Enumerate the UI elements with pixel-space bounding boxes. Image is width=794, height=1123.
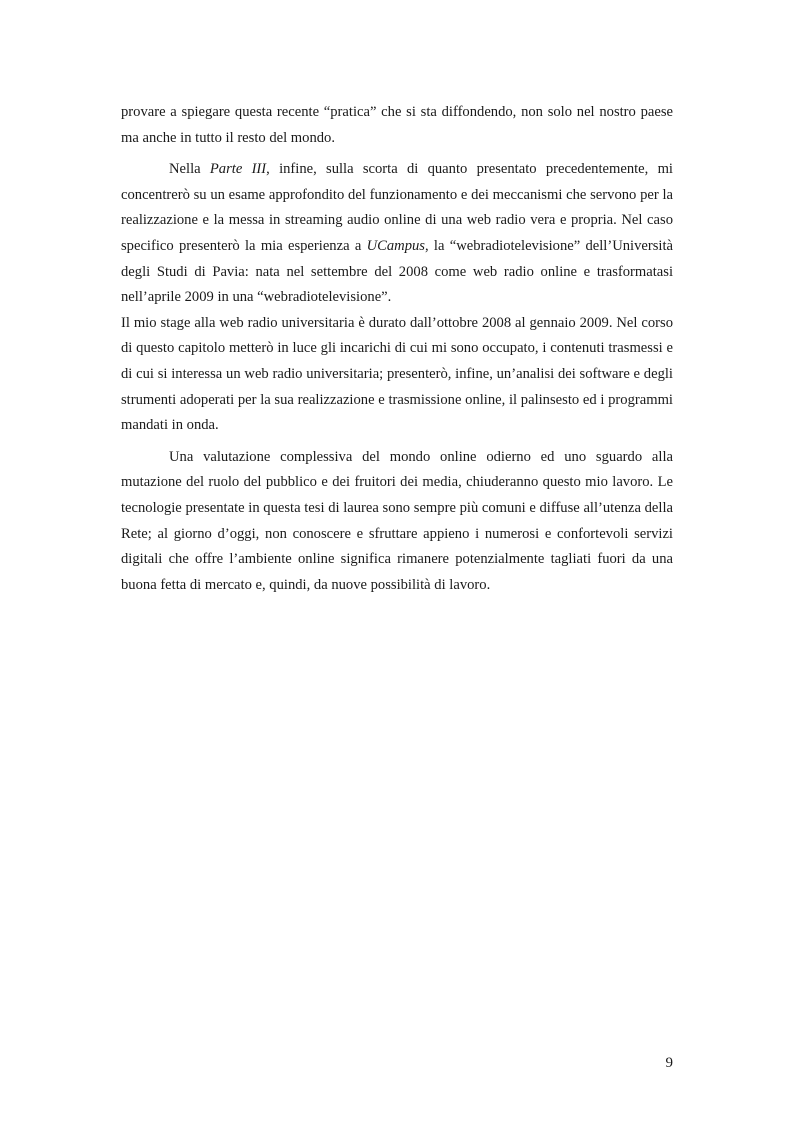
paragraph-stage: Il mio stage alla web radio universitaria è durato dall’ottobre 2008 al gennaio 2009. Nel corso di questo capitolo metterò in luce gli incarichi di cui mi sono occupato, i contenuti trasmessi e di cui si interessa un web radio universitaria; presenterò, infine, un’analisi dei software e degli strumenti adoperati per la sua realizzazione e trasmissione online, il palinsesto ed i programmi mandati in onda. (121, 314, 673, 434)
paragraph-conclusion: Una valutazione complessiva del mondo online odierno ed uno sguardo alla mutazione del ruolo del pubblico e dei fruitori dei media, chiuderanno questo mio lavoro. Le tecnologie presentate in questa tesi di laurea sono sempre più comuni e diffuse all’utenza della Rete; al giorno d’oggi, non conoscere e sfruttare appieno i numerosi e confortevoli servizi digitali che offre l’ambiente online significa rimanere potenzialmente tagliati fuori da una buona fetta di mercato e, quindi, da nuove possibilità di lavoro. (121, 448, 673, 593)
paragraph-text: Nella (169, 161, 210, 178)
parte-iii-emphasis: Parte III (209, 161, 267, 178)
page-body (121, 100, 673, 598)
paragraph-parte-iii (121, 157, 673, 311)
ucampus-emphasis: UCampus (366, 237, 425, 254)
paragraph-continuation: provare a spiegare questa recente “pratica” che si sta diffondendo, non solo nel nostro paese ma anche in tutto il resto del mondo. (121, 104, 673, 146)
paragraph-text: , infine, sulla scorta di quanto presentato precedentemente, mi concentrerò su un esame approfondito del funzionamento e dei meccanismi che servono per la realizzazione e la messa in streaming audio online di una web radio vera e propria. Nel caso specifico presenterò la mia esperienza a (121, 161, 673, 254)
paragraph-text: , la “webradiotelevisione” dell’Università degli Studi di Pavia: nata nel settembre del 2008 come web radio online e trasformatasi nell’aprile 2009 in una “webradiotelevisione”. (121, 237, 674, 306)
page-number: 9 (665, 1055, 673, 1071)
